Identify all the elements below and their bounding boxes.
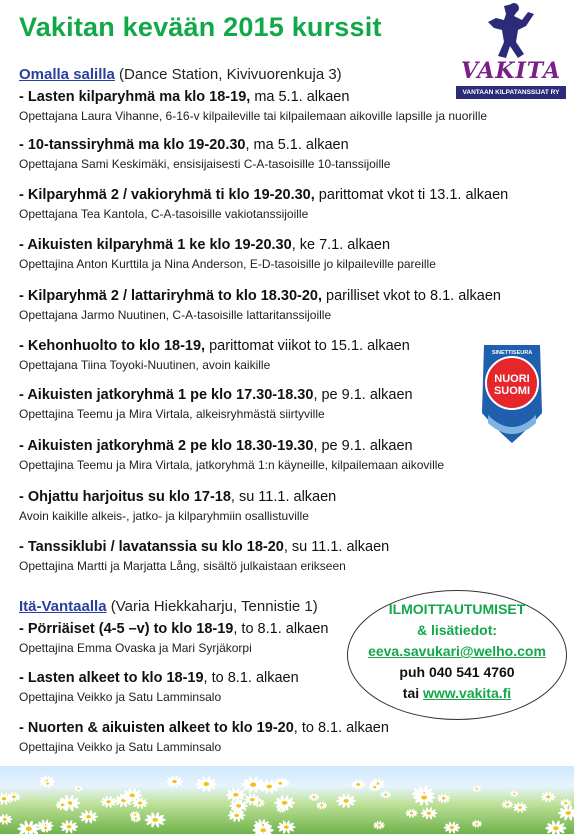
course-start: , pe 9.1. alkaen (313, 438, 413, 454)
daisy (196, 776, 217, 792)
section-location: Omalla salilla (19, 66, 115, 83)
badge-line-1: NUORI (494, 373, 530, 385)
course-title: - Aikuisten jatkoryhmä 2 pe klo 18.30-19.30 (19, 438, 314, 454)
daisy (166, 775, 183, 788)
course-title: - Nuorten & aikuisten alkeet to klo 19-20 (19, 720, 294, 736)
course-title: - Lasten kilparyhmä ma klo 18-19, (19, 89, 251, 105)
course-start: , pe 9.1. alkaen (313, 387, 413, 403)
course-detail: Opettajina Veikko ja Satu Lamminsalo (19, 690, 222, 704)
course-detail: Opettajina Anton Kurttila ja Nina Anderson, E-D-tasoisille jo kilpaileville pareille (19, 257, 436, 271)
daisy (0, 792, 13, 805)
daisy (421, 807, 438, 820)
daisy (79, 810, 98, 824)
course-title: - Kilparyhmä 2 / lattariryhmä to klo 18.30-20, (19, 288, 323, 304)
section-header-ita-vantaalla (19, 598, 318, 615)
course-start: , su 11.1. alkaen (283, 539, 390, 555)
course-start: parilliset vkot to 8.1. alkaen (322, 288, 501, 304)
course-item (19, 236, 564, 273)
course-start: , to 8.1. alkaen (233, 621, 329, 637)
contact-subheading: & lisätiedot: (416, 622, 498, 638)
section-address: (Varia Hiekkaharju, Tennistie 1) (106, 598, 318, 615)
course-start: , su 11.1. alkaen (230, 489, 337, 505)
course-start: ma 5.1. alkaen (250, 89, 350, 105)
course-detail: Avoin kaikille alkeis-, jatko- ja kilparyhmiin osallistuville (19, 509, 309, 523)
course-title: - Kehonhuolto to klo 18-19, (19, 338, 206, 354)
daisy (316, 801, 327, 809)
vakita-logo (452, 2, 570, 100)
course-detail: Opettajana Jarmo Nuutinen, C-A-tasoisille lattaritanssijoille (19, 308, 332, 322)
daisy (437, 793, 451, 803)
daisy (309, 793, 320, 801)
course-title: - Aikuisten jatkoryhmä 1 pe klo 17.30-18.30 (19, 387, 314, 403)
course-start: , to 8.1. alkaen (293, 720, 389, 736)
daisy (60, 820, 78, 834)
course-item (19, 186, 564, 223)
course-item (19, 88, 564, 125)
course-detail: Opettajina Veikko ja Satu Lamminsalo (19, 740, 222, 754)
daisy (513, 802, 528, 813)
course-start: , to 8.1. alkaen (203, 670, 299, 686)
daisy (541, 791, 556, 802)
daisy (0, 814, 12, 826)
contact-email-link[interactable]: eeva.savukari@welho.com (368, 643, 546, 659)
section-location: Itä-Vantaalla (19, 598, 107, 615)
section-address: (Dance Station, Kivivuorenkuja 3) (114, 66, 342, 83)
badge-line-2: SUOMI (493, 385, 531, 397)
daisy (558, 805, 574, 821)
daisy (380, 790, 391, 798)
course-detail: Opettajina Teemu ja Mira Virtala, alkeisryhmästä siirtyville (19, 407, 325, 421)
course-detail: Opettajana Tiina Toyoki-Nuutinen, avoin kaikille (19, 358, 271, 372)
course-title: - Pörriäiset (4-5 –v) to klo 18-19 (19, 621, 234, 637)
daisy (17, 820, 40, 834)
course-title: - Ohjattu harjoitus su klo 17-18 (19, 489, 231, 505)
course-detail: Opettajina Martti ja Marjatta Lång, sisältö julkaistaan erikseen (19, 559, 346, 573)
course-title: - Aikuisten kilparyhmä 1 ke klo 19-20.30 (19, 237, 292, 253)
page-title: Vakitan kevään 2015 kurssit (19, 12, 382, 42)
course-title: - 10-tanssiryhmä ma klo 19-20.30 (19, 137, 246, 153)
course-item (19, 488, 564, 525)
daisy-flowers-icon (0, 766, 574, 834)
daisy (405, 808, 417, 818)
course-detail: Opettajina Emma Ovaska ja Mari Syrjäkorpi (19, 641, 252, 655)
logo-band-text: VANTAAN KILPATANSSIJAT RY (456, 86, 566, 99)
daisy (444, 821, 460, 834)
course-item (19, 719, 564, 756)
course-item (19, 136, 564, 173)
contact-oval (347, 590, 567, 720)
course-item (19, 538, 564, 575)
course-start: , ke 7.1. alkaen (291, 237, 391, 253)
daisy (502, 800, 514, 809)
contact-phone: puh 040 541 4760 (399, 664, 515, 680)
daisy (100, 795, 116, 808)
daisy (373, 821, 385, 830)
daisy (510, 790, 519, 797)
logo-wordmark: VAKITA (460, 58, 562, 84)
section-header-omalla-salilla (19, 66, 342, 83)
course-detail: Opettajina Teemu ja Mira Virtala, jatkoryhmä 1:n käyneille, kilpailemaan aikoville (19, 458, 445, 472)
daisy (336, 793, 356, 808)
daisy (277, 820, 295, 834)
daisy (74, 785, 82, 791)
badge-small-text: SINETTISEURA (491, 350, 533, 356)
course-detail: Opettajana Sami Keskimäki, ensisijaisesti C-A-tasoisille 10-tanssijoille (19, 157, 391, 171)
course-detail: Opettajana Tea Kantola, C-A-tasoisille vakiotanssijoille (19, 207, 309, 221)
contact-web-prefix: tai (402, 685, 424, 701)
course-start: parittomat viikot to 15.1. alkaen (205, 338, 410, 354)
course-title: - Tanssiklubi / lavatanssia su klo 18-20 (19, 539, 284, 555)
dancer-icon (452, 2, 570, 62)
daisy (351, 779, 365, 790)
daisy (472, 785, 481, 792)
course-title: - Lasten alkeet to klo 18-19 (19, 670, 204, 686)
contact-website-link[interactable]: www.vakita.fi (423, 685, 512, 701)
contact-heading: ILMOITTAUTUMISET (388, 601, 526, 617)
course-start: , ma 5.1. alkaen (245, 137, 349, 153)
nuori-suomi-emblem-icon (478, 343, 546, 445)
daisy (145, 812, 166, 828)
course-title: - Kilparyhmä 2 / vakioryhmä ti klo 19-20.30, (19, 187, 315, 203)
nuori-suomi-badge (478, 343, 546, 445)
daisy (472, 820, 483, 828)
course-detail: Opettajana Laura Vihanne, 6-16-v kilpaileville tai kilpailemaan aikoville lapsille ja nuorille (19, 109, 488, 123)
course-start: parittomat vkot ti 13.1. alkaen (314, 187, 509, 203)
daisy-meadow-footer (0, 766, 574, 834)
course-item (19, 287, 564, 324)
daisy (545, 820, 566, 834)
